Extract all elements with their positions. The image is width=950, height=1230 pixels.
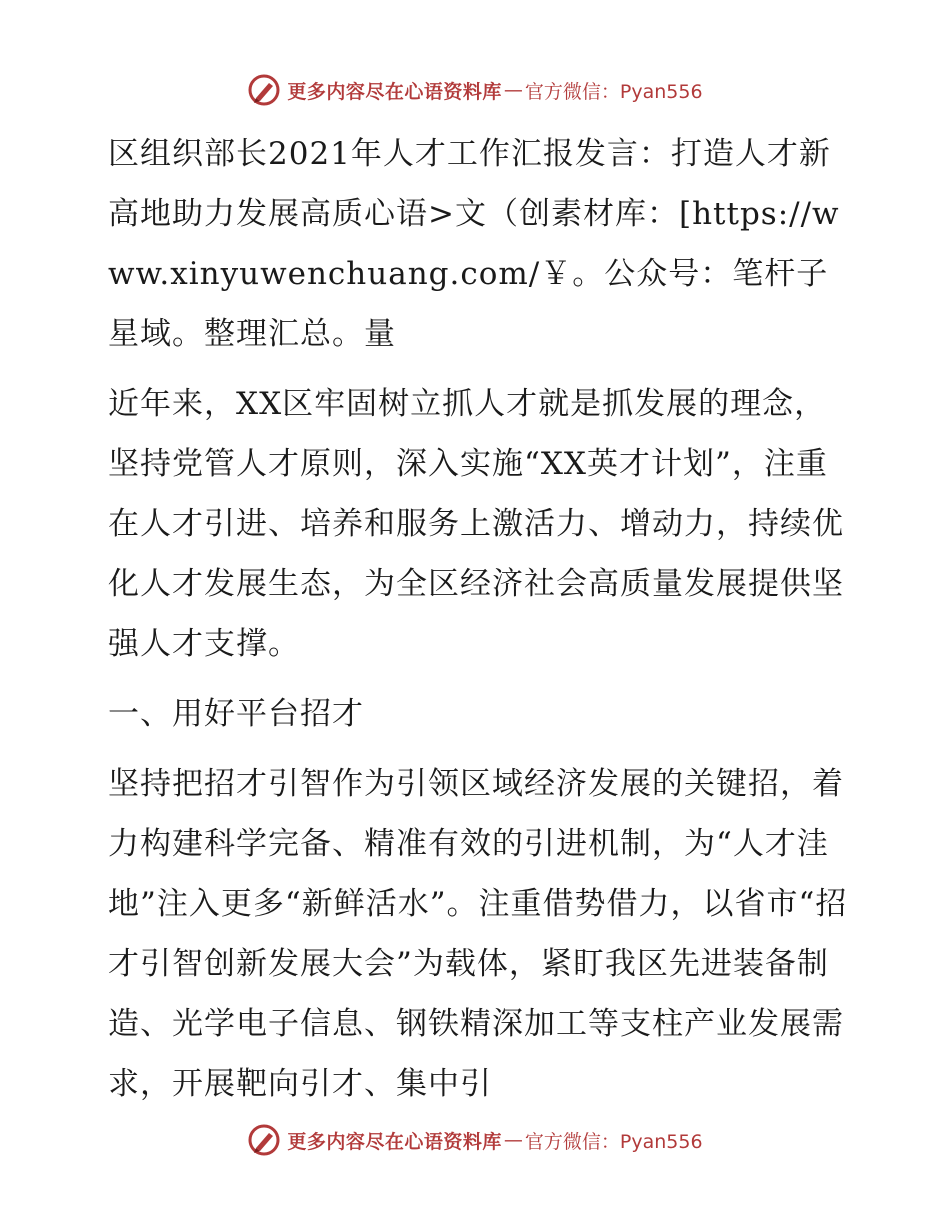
intro-paragraph: 近年来，XX区牢固树立抓人才就是抓发展的理念，坚持党管人才原则，深入实施“XX英才计划”，注重在人才引进、培养和服务上激活力、增动力，持续优化人才发展生态，为全区经济社会高质量发展提供坚强人才支撑。 bbox=[108, 386, 844, 662]
pen-logo-icon bbox=[247, 73, 281, 107]
watermark-text: 更多内容尽在心语资料库 bbox=[287, 80, 502, 103]
watermark-banner-top bbox=[0, 70, 950, 110]
watermark-wechat: 官方微信：Pyan556 bbox=[524, 1130, 703, 1153]
document-body bbox=[96, 124, 856, 1114]
watermark-banner-bottom bbox=[0, 1120, 950, 1160]
document-title: 区组织部长2021年人才工作汇报发言：打造人才新高地助力发展高质心语>文（创素材库：[https://www.xinyuwenchuang.com/￥。公众号：笔杆子星域。整理汇总。量 bbox=[108, 136, 840, 352]
watermark-separator: — bbox=[503, 1129, 523, 1151]
watermark-text: 更多内容尽在心语资料库 bbox=[287, 1130, 502, 1153]
watermark-separator: — bbox=[503, 79, 523, 101]
pen-logo-icon bbox=[247, 1123, 281, 1157]
section-heading: 一、用好平台招才 bbox=[108, 696, 364, 732]
watermark-wechat: 官方微信：Pyan556 bbox=[524, 80, 703, 103]
section-paragraph: 坚持把招才引智作为引领区域经济发展的关键招，着力构建科学完备、精准有效的引进机制，为“人才洼地”注入更多“新鲜活水”。注重借势借力，以省市“招才引智创新发展大会”为载体，紧盯我区先进装备制造、光学电子信息、钢铁精深加工等支柱产业发展需求，开展靶向引才、集中引 bbox=[108, 766, 848, 1102]
